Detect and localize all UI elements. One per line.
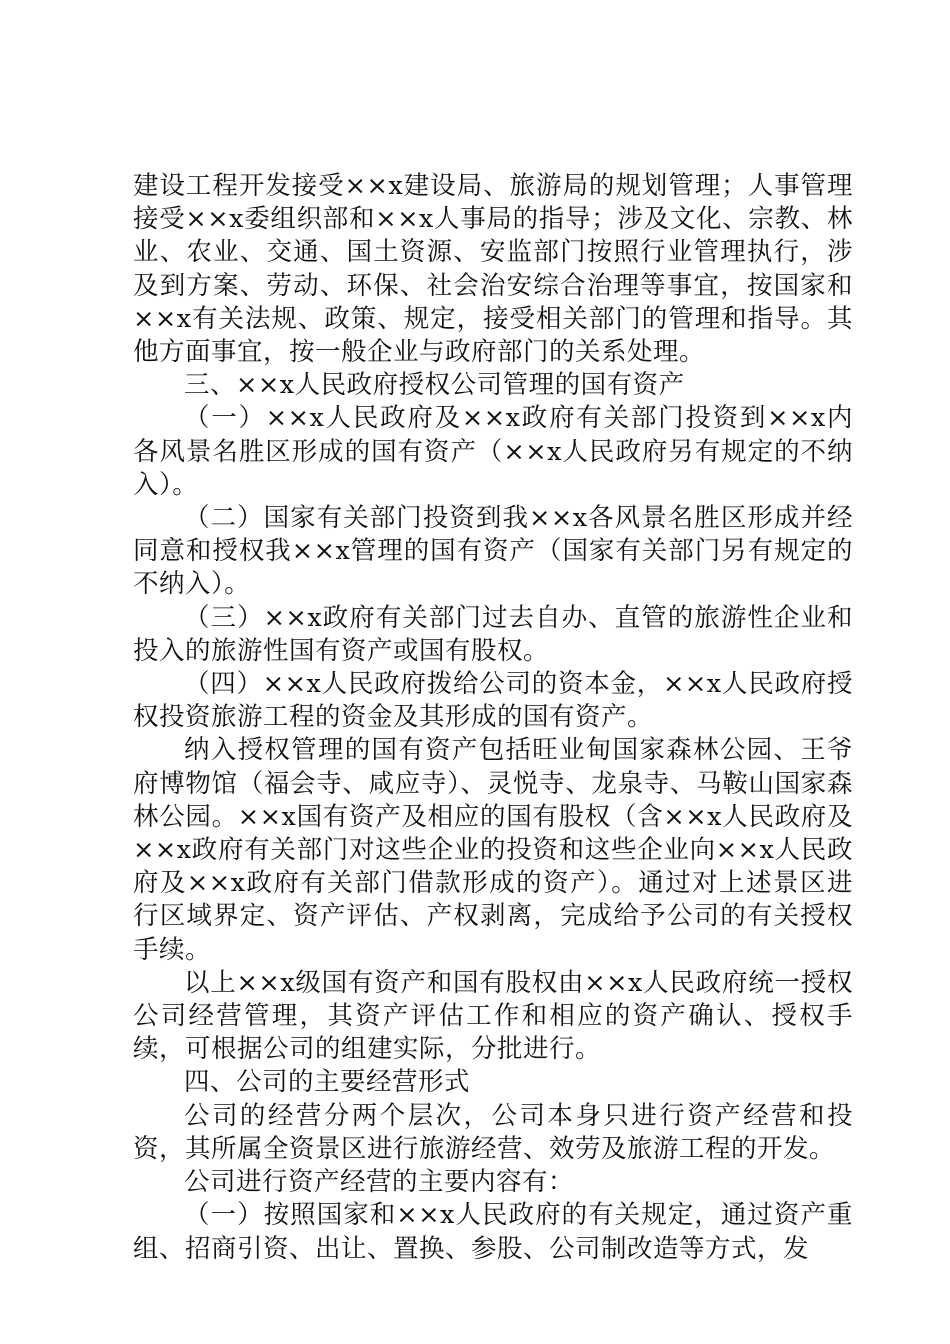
paragraph-main-content-intro: 公司进行资产经营的主要内容有： [184, 1167, 575, 1198]
paragraph-business-item-1: （一）按照国家和××x人民政府的有关规定，通过资产重组、招商引资、出让、置换、参股、公司制改造等方式，发 [133, 1200, 853, 1264]
paragraph-included-assets: 纳入授权管理的国有资产包括旺业甸国家森林公园、王爷府博物馆（福会寺、咸应寺）、灵悦寺、龙泉寺、马鞍山国家森林公园。××x国有资产及相应的国有股权（含××x人民政府及××x政府有关部门对这些企业的投资和这些企业向××x人民政府及××x政府有关部门借款形成的资产）。通过对上述景区进行区域界定、资产评估、产权剥离，完成给予公司的有关授权手续。 [133, 735, 853, 965]
paragraph-admin-relations: 建设工程开发接受××x建设局、旅游局的规划管理；人事管理接受××x委组织部和××x人事局的指导；涉及文化、宗教、林业、农业、交通、国土资源、安监部门按照行业管理执行，涉及到方案、劳动、环保、社会治安综合治理等事宜，按国家和××x有关法规、政策、规定，接受相关部门的管理和指导。其他方面事宜，按一般企业与政府部门的关系处理。 [133, 171, 853, 368]
paragraph-unified-authorization: 以上××x级国有资产和国有股权由××x人民政府统一授权公司经营管理，其资产评估工作和相应的资产确认、授权手续，可根据公司的组建实际，分批进行。 [133, 967, 853, 1065]
section-heading-authorized-assets: 三、××x人民政府授权公司管理的国有资产 [184, 370, 685, 401]
section-heading-business-forms: 四、公司的主要经营形式 [184, 1067, 471, 1098]
paragraph-two-levels: 公司的经营分两个层次，公司本身只进行资产经营和投资，其所属全资景区进行旅游经营、效劳及旅游工程的开发。 [133, 1100, 853, 1164]
paragraph-item-4: （四）××x人民政府拨给公司的资本金，××x人民政府授权投资旅游工程的资金及其形成的国有资产。 [133, 669, 853, 733]
paragraph-item-1: （一）××x人民政府及××x政府有关部门投资到××x内各风景名胜区形成的国有资产（××x人民政府另有规定的不纳入）。 [133, 403, 853, 500]
paragraph-item-3: （三）××x政府有关部门过去自办、直管的旅游性企业和投入的旅游性国有资产或国有股权。 [133, 602, 853, 666]
document-body [133, 170, 853, 1266]
paragraph-item-2: （二）国家有关部门投资到我××x各风景名胜区形成并经同意和授权我××x管理的国有资产（国家有关部门另有规定的不纳入）。 [133, 503, 853, 600]
